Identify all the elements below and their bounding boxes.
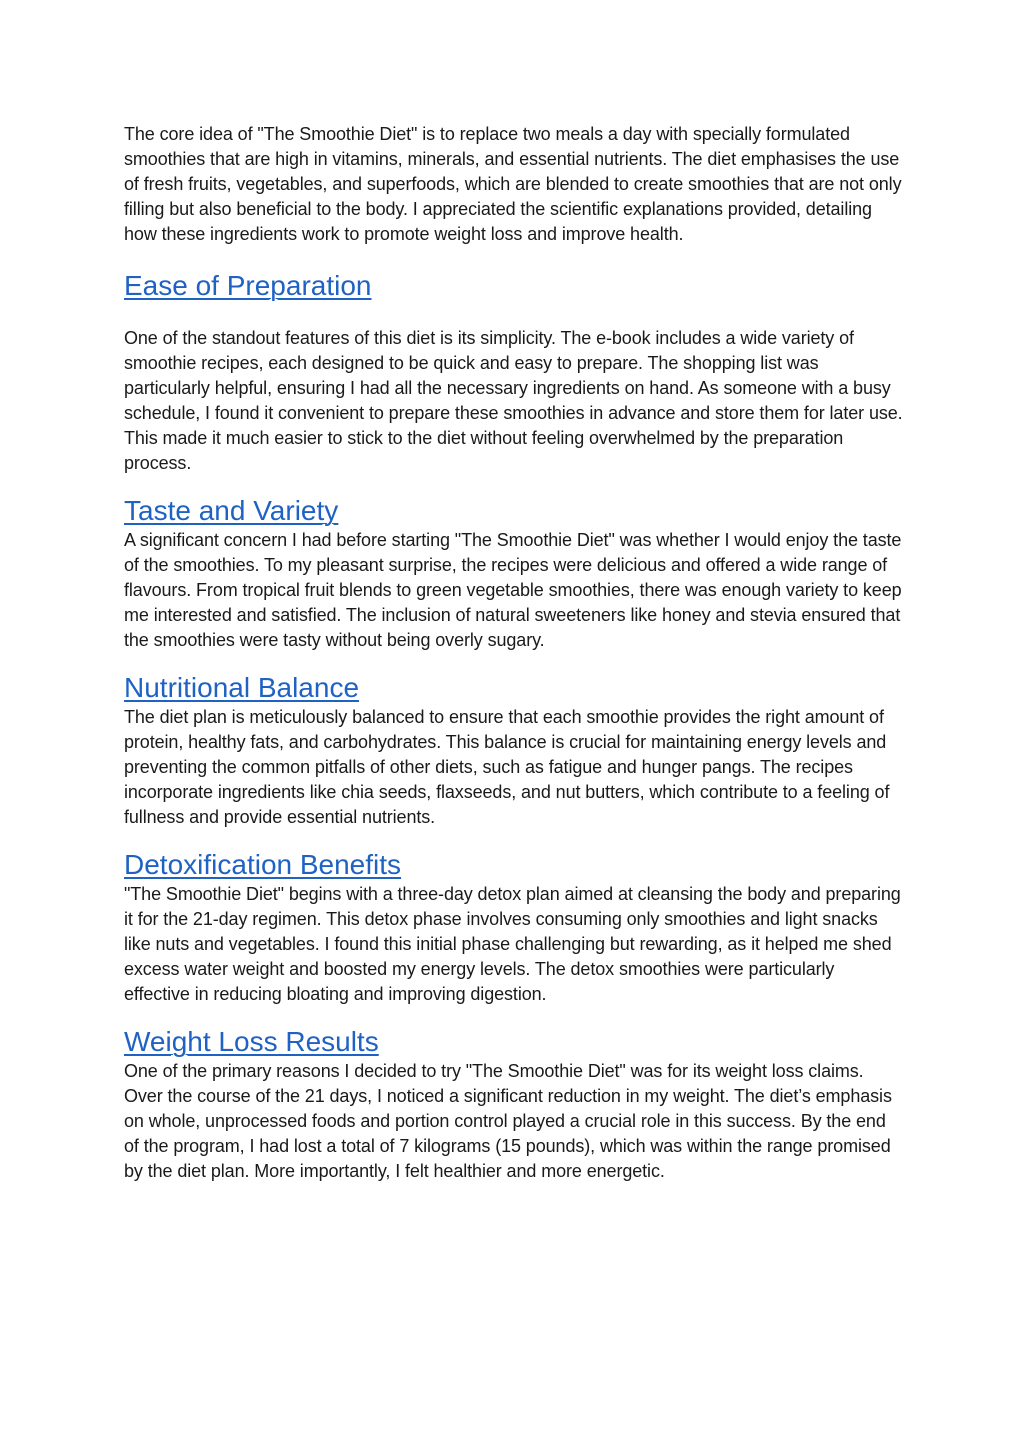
heading-link[interactable]: Detoxification Benefits — [124, 849, 402, 880]
heading-link[interactable]: Weight Loss Results — [124, 1026, 379, 1057]
paragraph-detoxification-benefits: "The Smoothie Diet" begins with a three-day detox plan aimed at cleansing the body and preparing it for the 21-day regimen. This detox phase involves consuming only smoothies and light snacks like nuts and vegetables. I found this initial phase challenging but rewarding, as it helped me shed excess water weight and boosted my energy levels. The detox smoothies were particularly effective in reducing bloating and improving digestion. — [124, 884, 901, 1004]
heading-ease-of-preparation[interactable] — [124, 269, 904, 303]
heading-taste-and-variety[interactable] — [124, 494, 904, 528]
heading-link[interactable]: Nutritional Balance — [124, 672, 360, 703]
paragraph-weight-loss-results: One of the primary reasons I decided to try "The Smoothie Diet" was for its weight loss claims. Over the course of the 21 days, I noticed a significant reduction in my weight. The diet’s emphasis on whole, unprocessed foods and portion control played a crucial role in this success. By the end of the program, I had lost a total of 7 kilograms (15 pounds), which was within the range promised by the diet plan. More importantly, I felt healthier and more energetic. — [124, 1061, 892, 1181]
paragraph-ease-of-preparation: One of the standout features of this diet is its simplicity. The e-book includes a wide variety of smoothie recipes, each designed to be quick and easy to prepare. The shopping list was particularly helpful, ensuring I had all the necessary ingredients on hand. As someone with a busy schedule, I found it convenient to prepare these smoothies in advance and store them for later use. This made it much easier to stick to the diet without feeling overwhelmed by the preparation process. — [124, 328, 903, 473]
document-page — [124, 122, 904, 1184]
intro-paragraph: The core idea of "The Smoothie Diet" is to replace two meals a day with specially formulated smoothies that are high in vitamins, minerals, and essential nutrients. The diet emphasises the use of fresh fruits, vegetables, and superfoods, which are blended to create smoothies that are not only filling but also beneficial to the body. I appreciated the scientific explanations provided, detailing how these ingredients work to promote weight loss and improve health. — [124, 124, 902, 244]
heading-weight-loss-results[interactable] — [124, 1025, 904, 1059]
heading-detoxification-benefits[interactable] — [124, 848, 904, 882]
heading-link[interactable]: Taste and Variety — [124, 495, 339, 526]
paragraph-taste-and-variety: A significant concern I had before starting "The Smoothie Diet" was whether I would enjoy the taste of the smoothies. To my pleasant surprise, the recipes were delicious and offered a wide range of flavours. From tropical fruit blends to green vegetable smoothies, there was enough variety to keep me interested and satisfied. The inclusion of natural sweeteners like honey and stevia ensured that the smoothies were tasty without being overly sugary. — [124, 530, 902, 650]
paragraph-nutritional-balance: The diet plan is meticulously balanced to ensure that each smoothie provides the right amount of protein, healthy fats, and carbohydrates. This balance is crucial for maintaining energy levels and preventing the common pitfalls of other diets, such as fatigue and hunger pangs. The recipes incorporate ingredients like chia seeds, flaxseeds, and nut butters, which contribute to a feeling of fullness and provide essential nutrients. — [124, 707, 890, 827]
heading-nutritional-balance[interactable] — [124, 671, 904, 705]
heading-link[interactable]: Ease of Preparation — [124, 270, 372, 301]
